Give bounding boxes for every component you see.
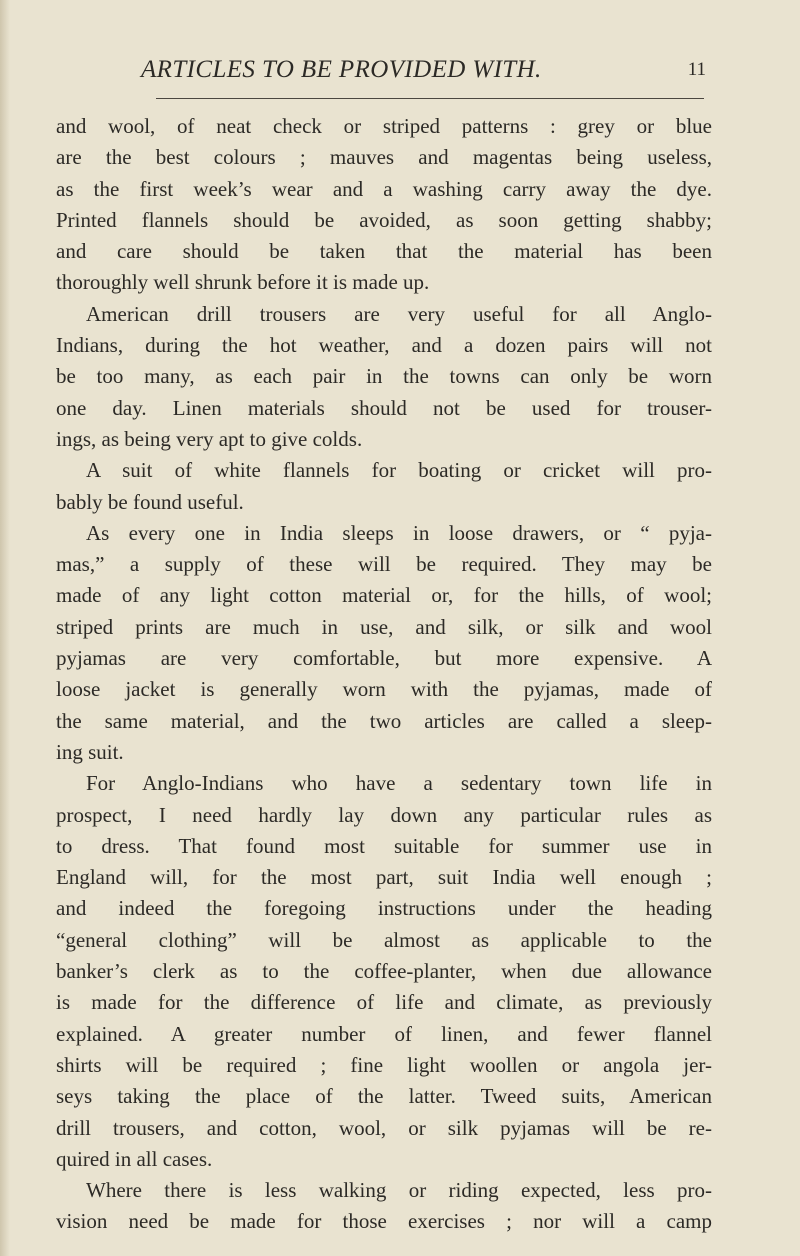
running-head <box>141 56 706 96</box>
text-line: explained. A greater number of linen, and fewer flannel <box>56 1021 712 1046</box>
text-line: drill trousers, and cotton, wool, or silk pyjamas will be re- <box>56 1115 712 1140</box>
running-title: ARTICLES TO BE PROVIDED WITH. <box>141 56 542 83</box>
text-line: and indeed the foregoing instructions under the heading <box>56 896 712 921</box>
text-line: bably be found useful. <box>56 489 244 514</box>
text-line: American drill trousers are very useful for all Anglo- <box>86 301 712 326</box>
text-line: Printed flannels should be avoided, as soon getting shabby; <box>56 207 712 232</box>
text-line: be too many, as each pair in the towns can only be worn <box>56 364 712 389</box>
text-line: ing suit. <box>56 739 124 764</box>
text-line: pyjamas are very comfortable, but more expensive. A <box>56 646 712 671</box>
text-line: and wool, of neat check or striped patterns : grey or blue <box>56 114 712 138</box>
text-line: Where there is less walking or riding expected, less pro- <box>86 1178 712 1203</box>
text-line: is made for the difference of life and climate, as previously <box>56 990 712 1015</box>
text-line: are the best colours ; mauves and magentas being useless, <box>56 145 712 170</box>
text-line: and care should be taken that the material has been <box>56 239 712 264</box>
text-line: made of any light cotton material or, for the hills, of wool; <box>56 583 712 608</box>
text-line: shirts will be required ; fine light woollen or angola jer- <box>56 1052 712 1077</box>
text-line: quired in all cases. <box>56 1146 213 1171</box>
body-text <box>56 111 712 1238</box>
text-line: to dress. That found most suitable for summer use in <box>56 833 712 858</box>
page-number: 11 <box>687 59 706 80</box>
text-line: A suit of white flannels for boating or cricket will pro- <box>86 458 712 483</box>
text-line: Indians, during the hot weather, and a dozen pairs will not <box>56 333 712 358</box>
text-line: loose jacket is generally worn with the pyjamas, made of <box>56 677 712 702</box>
text-line: one day. Linen materials should not be used for trouser- <box>56 395 712 420</box>
text-line: vision need be made for those exercises ; nor will a camp <box>56 1209 712 1234</box>
text-line: thoroughly well shrunk before it is made up. <box>56 270 430 295</box>
text-line: as the first week’s wear and a washing carry away the dye. <box>56 176 712 201</box>
text-line: “general clothing” will be almost as applicable to the <box>56 927 712 952</box>
text-line: banker’s clerk as to the coffee-planter, when due allowance <box>56 959 712 984</box>
text-line: prospect, I need hardly lay down any particular rules as <box>56 802 712 827</box>
text-line: England will, for the most part, suit India well enough ; <box>56 865 712 890</box>
text-line: striped prints are much in use, and silk, or silk and wool <box>56 614 712 639</box>
text-line: ings, as being very apt to give colds. <box>56 426 363 451</box>
text-line: seys taking the place of the latter. Tweed suits, American <box>56 1084 712 1109</box>
header-rule <box>156 98 704 99</box>
page-edge-shadow <box>0 0 10 1256</box>
text-line: the same material, and the two articles are called a sleep- <box>56 708 712 733</box>
text-line: mas,” a supply of these will be required. They may be <box>56 552 712 577</box>
text-line: As every one in India sleeps in loose drawers, or “ pyja- <box>86 520 712 545</box>
text-line: For Anglo-Indians who have a sedentary town life in <box>86 771 712 796</box>
